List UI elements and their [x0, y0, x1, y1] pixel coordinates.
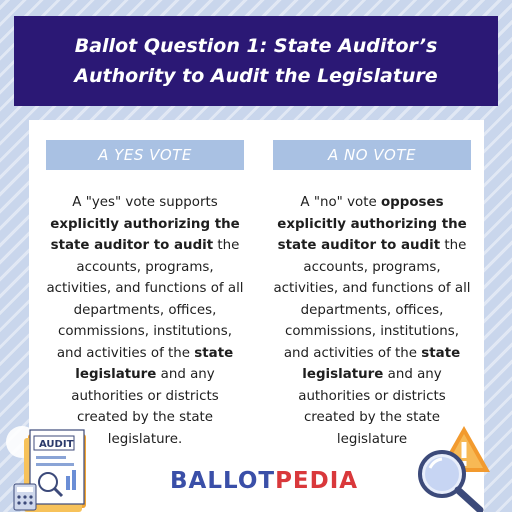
no-text-segment: A "no" vote	[300, 195, 381, 210]
logo-part-pedia: PEDIA	[275, 468, 359, 494]
no-vote-column	[273, 140, 471, 450]
page-title: Ballot Question 1: State Auditor’s Authority to Audit the Legislature	[74, 35, 438, 87]
ballotpedia-logo	[170, 468, 358, 494]
yes-vote-column	[46, 140, 244, 450]
yes-text-segment-bold: state legislature	[75, 345, 234, 382]
no-text-segment-bold: state legislature	[302, 345, 461, 382]
yes-vote-description	[46, 192, 244, 450]
no-vote-heading: A NO VOTE	[273, 140, 471, 170]
logo-part-ballot: BALLOT	[170, 468, 276, 494]
yes-text-segment-bold: explicitly authorizing the state auditor to audit	[50, 216, 240, 253]
yes-text-segment: A "yes" vote supports	[72, 195, 218, 210]
no-text-segment: and any authorities or districts created by the state legislature	[298, 367, 446, 447]
magnifier-warning-icon	[400, 422, 510, 512]
audit-document-icon	[4, 424, 114, 512]
yes-text-segment: the accounts, programs, activities, and functions of all departments, offices, commissions, institutions, and activities of the	[46, 238, 244, 361]
yes-text-segment: and any authorities or districts created by the state legislature.	[71, 367, 219, 447]
no-text-segment: the accounts, programs, activities, and functions of all departments, offices, commissions, institutions, and activities of the	[273, 238, 471, 361]
no-text-segment-bold: opposes explicitly authorizing the state auditor to audit	[277, 195, 467, 253]
header-banner	[14, 16, 498, 106]
audit-label: AUDIT	[39, 439, 74, 450]
no-vote-description	[273, 192, 471, 450]
yes-vote-heading: A YES VOTE	[46, 140, 244, 170]
